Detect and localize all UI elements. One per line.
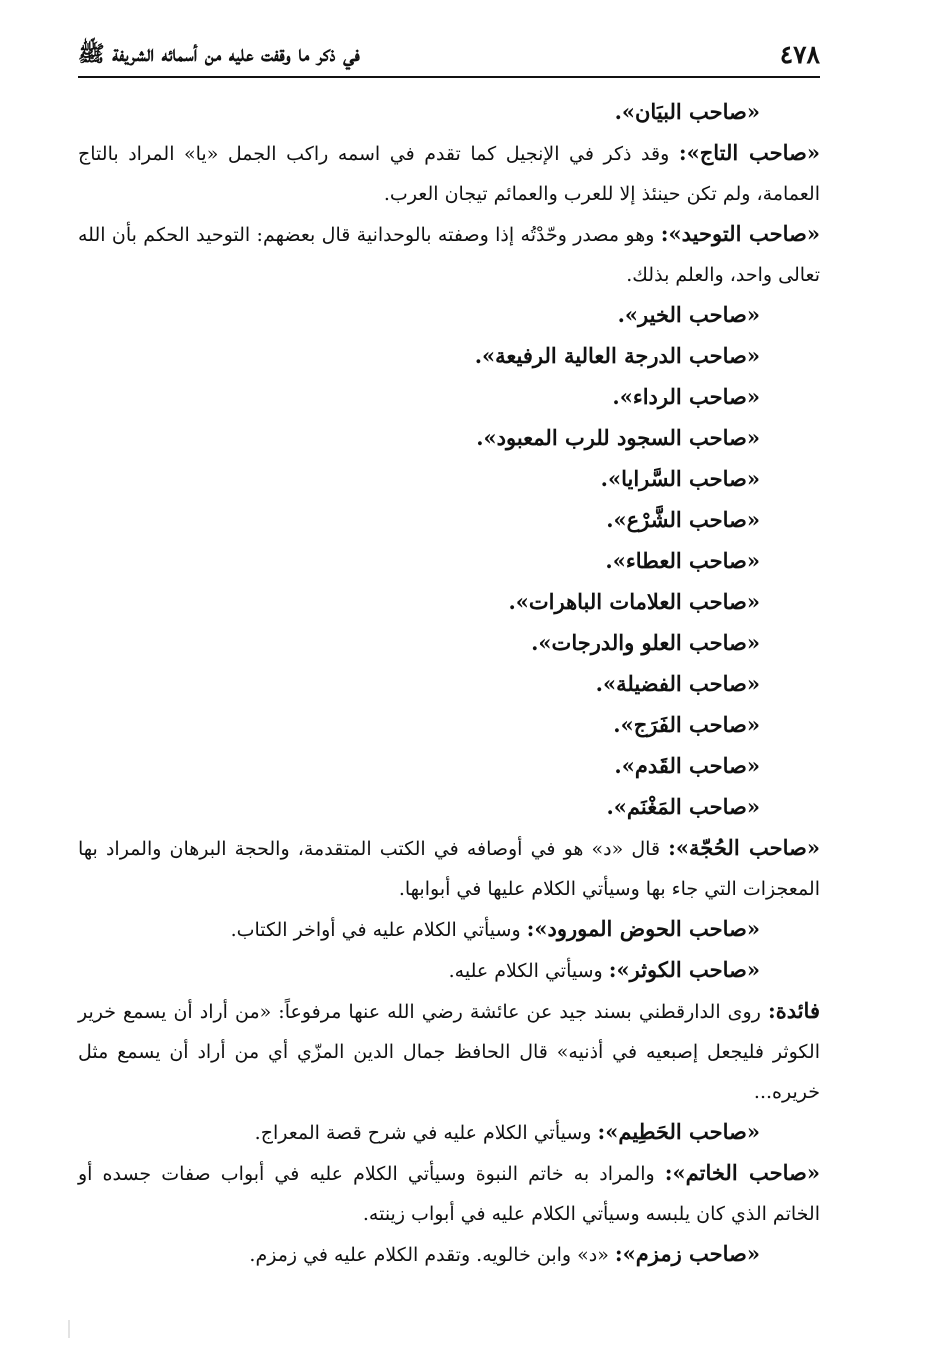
entry-sahib-al-hawd bbox=[78, 909, 820, 950]
page-header bbox=[78, 34, 820, 78]
entry-text: والمراد به خاتم النبوة وسيأتي الكلام عليه في أبواب صفات جسده أو الخاتم الذي كان يلبسه وسيأتي الكلام عليه في أبواب زينته. bbox=[78, 1163, 820, 1225]
entry-term: «صاحب الكوثر»: bbox=[608, 957, 760, 982]
entry-term: «صاحب الفَرَج». bbox=[613, 712, 760, 737]
entry-term: «صاحب الحُجّة»: bbox=[668, 835, 820, 860]
entry-term: «صاحب الرداء». bbox=[612, 384, 760, 409]
entry-term: «صاحب العلامات الباهرات». bbox=[508, 589, 760, 614]
entry-sahib-al-saraya bbox=[78, 459, 820, 500]
entry-term: «صاحب الحَطِيم»: bbox=[597, 1119, 760, 1144]
entry-faida bbox=[78, 991, 820, 1112]
entry-term: «صاحب التوحيد»: bbox=[660, 221, 820, 246]
entry-term: «صاحب الخاتم»: bbox=[664, 1160, 820, 1185]
entry-sahib-al-uluw bbox=[78, 623, 820, 664]
entry-term: «صاحب السَّرايا». bbox=[600, 466, 760, 491]
entry-text: وهو مصدر وحّدْتُه إذا وصفته بالوحدانية قال بعضهم: التوحيد الحكم بأن الله تعالى واحد، والعلم بذلك. bbox=[78, 224, 820, 286]
entry-sahib-al-faraj bbox=[78, 705, 820, 746]
entry-sahib-al-qadam bbox=[78, 746, 820, 787]
entry-sahib-al-daraja bbox=[78, 336, 820, 377]
entry-term: «صاحب الحوض المورود»: bbox=[526, 916, 760, 941]
entry-sahib-al-khatam bbox=[78, 1153, 820, 1234]
entry-sahib-al-hujja bbox=[78, 828, 820, 909]
entry-text: «د» وابن خالويه. وتقدم الكلام عليه في زمزم. bbox=[249, 1244, 615, 1266]
entry-term: «صاحب العطاء». bbox=[605, 548, 760, 573]
running-head: في ذكر ما وقفت عليه من أسمائه الشريفة ﷺ bbox=[78, 41, 360, 67]
entry-sahib-al-hatim bbox=[78, 1112, 820, 1153]
entry-term: «صاحب المَغْنَم». bbox=[606, 794, 760, 819]
entry-term: «صاحب الدرجة العالية الرفيعة». bbox=[474, 343, 760, 368]
entry-sahib-al-fadila bbox=[78, 664, 820, 705]
entry-term: «صاحب الخير». bbox=[617, 302, 760, 327]
entry-sahib-al-shar bbox=[78, 500, 820, 541]
entry-text: روى الدارقطني بسند جيد عن عائشة رضي الله عنها مرفوعاً: «من أراد أن يسمع خرير الكوثر فليجعل إصبعيه في أذنيه» قال الحافظ جمال الدين المزّي أي من أراد أن يسمع مثل خريره... bbox=[78, 1001, 820, 1103]
entry-term: «صاحب البيَان». bbox=[614, 99, 760, 124]
entry-sahib-al-kawthar bbox=[78, 950, 820, 991]
entry-sahib-al-rida bbox=[78, 377, 820, 418]
entry-text: وسيأتي الكلام عليه في أواخر الكتاب. bbox=[230, 919, 527, 941]
entry-term: «صاحب التاج»: bbox=[678, 140, 820, 165]
entry-sahib-al-maghnam bbox=[78, 787, 820, 828]
entry-sahib-al-sujud bbox=[78, 418, 820, 459]
entry-sahib-al-khayr bbox=[78, 295, 820, 336]
header-rule bbox=[78, 76, 820, 78]
entry-term: «صاحب السجود للرب المعبود». bbox=[476, 425, 760, 450]
entry-sahib-al-tawhid bbox=[78, 214, 820, 295]
entry-text: وسيأتي الكلام عليه. bbox=[448, 960, 609, 982]
entry-sahib-al-taj bbox=[78, 133, 820, 214]
entry-text: وقد ذكر في الإنجيل كما تقدم في اسمه راكب الجمل «يا» المراد بالتاج العمامة، ولم تكن حينئذ إلا للعرب والعمائم تيجان العرب. bbox=[78, 143, 820, 205]
page-body bbox=[78, 92, 820, 1275]
entry-term: «صاحب العلو والدرجات». bbox=[531, 630, 760, 655]
entry-text: وسيأتي الكلام عليه في شرح قصة المعراج. bbox=[254, 1122, 598, 1144]
entry-term: فائدة: bbox=[767, 998, 820, 1023]
page-number: ٤٧٨ bbox=[779, 40, 820, 69]
entry-sahib-zamzam bbox=[78, 1234, 820, 1275]
entry-term: «صاحب الشَّرْع». bbox=[606, 507, 760, 532]
entry-term: «صاحب الفضيلة». bbox=[595, 671, 760, 696]
scan-speck bbox=[68, 1320, 70, 1338]
entry-sahib-al-ata bbox=[78, 541, 820, 582]
entry-sahib-al-alamat bbox=[78, 582, 820, 623]
entry-term: «صاحب زمزم»: bbox=[614, 1241, 760, 1266]
entry-text: قال «د» هو في أوصافه في الكتب المتقدمة، والحجة البرهان والمراد بها المعجزات التي جاء بها وسيأتي الكلام عليها في أبوابها. bbox=[78, 838, 820, 900]
entry-sahib-al-bayan bbox=[78, 92, 820, 133]
entry-term: «صاحب القَدم». bbox=[614, 753, 760, 778]
